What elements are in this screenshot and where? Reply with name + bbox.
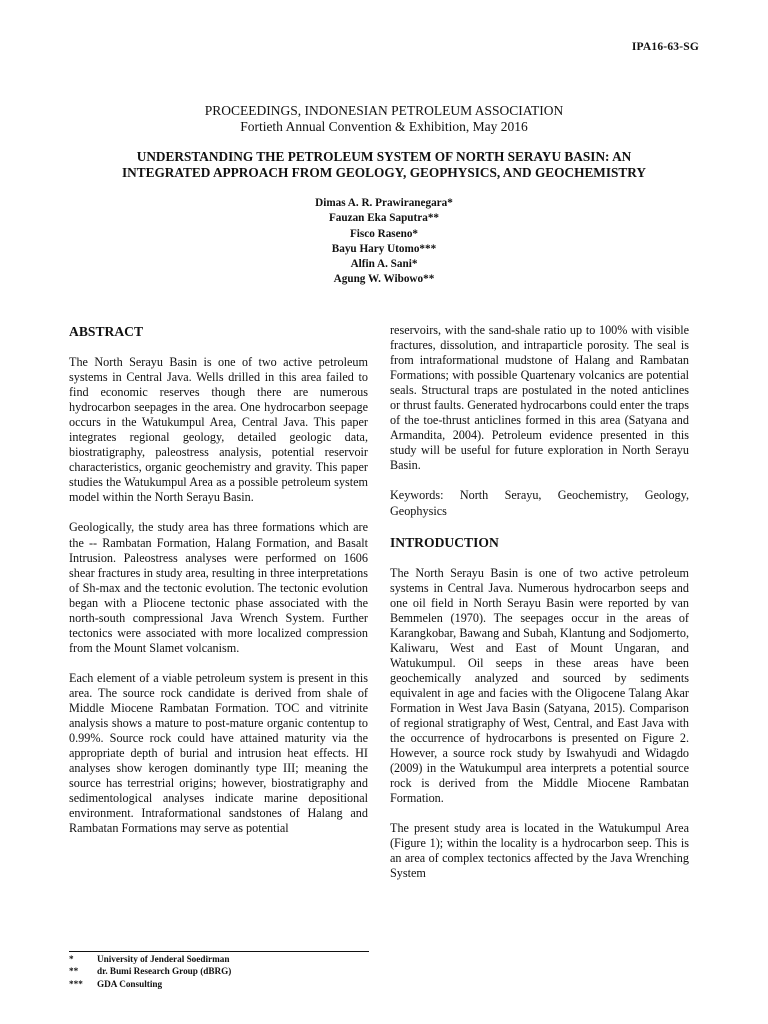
abstract-paragraph: Geologically, the study area has three formations which are the -- Rambatan Formation, Halang Formation, and Basalt Intrusion. Paleostress analyses were performed on 1606 shear fractures in study area, resulting in three interpretations of Sh-max and the tectonic evolution. The tectonic evolution began with a Pliocene tectonic phase associated with the north-south compressional Java Wrench System. Further tectonics were associated with more localized compression from the Mount Slamet volcanism. <box>69 520 368 655</box>
footnote <box>69 953 369 965</box>
footnote <box>69 965 369 977</box>
abstract-paragraph-continued: reservoirs, with the sand-shale ratio up to 100% with visible fractures, dissolution, and intraparticle porosity. The seal is from intraformational mudstone of Halang and Rambatan Formations; with possible Quartenary volcanics are potential seals. Structural traps are postulated in the noted anticlines or thrust faults. Generated hydrocarbons could enter the traps of the toe-thrust anticlines formed in this area (Satyana and Armandita, 2004). Petroleum evidence presented in this study will be useful for future exploration in North Serayu Basin. <box>390 323 689 473</box>
paper-id: IPA16-63-SG <box>631 41 699 53</box>
right-column <box>390 323 689 897</box>
footnote-mark: *** <box>69 978 83 989</box>
abstract-heading: ABSTRACT <box>69 324 144 339</box>
footnote-text: GDA Consulting <box>97 978 163 989</box>
footnote-mark: * <box>69 954 74 964</box>
proceedings-event: Fortieth Annual Convention & Exhibition, May 2016 <box>240 119 528 134</box>
author: Alfin A. Sani* <box>350 258 418 271</box>
introduction-heading: INTRODUCTION <box>390 534 499 550</box>
introduction-paragraph: The North Serayu Basin is one of two active petroleum systems in Central Java. Numerous hydrocarbon seeps and one oil field in North Serayu Basin were reported by van Bemmelen (1970). The seepages occur in the areas of Karangkobar, Bawang and Subah, Klantung and Sodjomerto, Kaliwaru, West and East of Mount Ungaran, and Watukumpul. Oil seeps in these areas have been geochemically analyzed and sourced by sediments equivalent in age and facies with the Oligocene Talang Akar Formation in West Java Basin (Satyana, 2015). Comparison of regional stratigraphy of West, Central, and East Java with the occurrence of hydrocarbons is presented on Figure 2. However, a source rock study by Iswahyudi and Widagdo (2009) in the Watukumpul area interprets a potential source rock is derived from the Middle Miocene Rambatan Formation. <box>390 565 689 806</box>
author: Fisco Raseno* <box>349 227 419 240</box>
paper-title-line-2: INTEGRATED APPROACH FROM GEOLOGY, GEOPHYSICS, AND GEOCHEMISTRY <box>121 165 647 180</box>
footnote-mark: ** <box>69 966 79 977</box>
author: Bayu Hary Utomo*** <box>331 242 437 255</box>
paper-title <box>0 149 768 181</box>
footnote <box>69 978 369 990</box>
proceedings-org: PROCEEDINGS, INDONESIAN PETROLEUM ASSOCIATION <box>204 103 564 118</box>
author: Dimas A. R. Prawiranegara* <box>315 197 453 209</box>
author: Agung W. Wibowo** <box>333 273 435 286</box>
abstract-paragraph: Each element of a viable petroleum system is present in this area. The source rock candidate is derived from shale of Middle Miocene Rambatan Formation. TOC and vitrinite analysis shows a mature to post-mature organic contentup to 0.99%. Source rock could have attained maturity via the appropriate depth of burial and intrusion heat effects. HI analyses show kerogen dominantly type III; meaning the source has terrestrial origins; however, biostratigraphy and sedimentological analyses indicate marine depositional environment. Intraformational sandstones of Halang and Rambatan Formations may serve as potential <box>69 670 368 836</box>
abstract-paragraph: The North Serayu Basin is one of two active petroleum systems in Central Java. Wells drilled in this area failed to find economic reserves though there are numerous hydrocarbon seepages in the area. One hydrocarbon seepage occurs in the Watukumpul Area, Central Java. This paper integrates regional geology, detailed geologic data, biostratigraphy, paleostress analysis, potential reservoir characteristics, organic geochemistry and gravity. This paper studies the Watukumpul Area as a possible petroleum system model within the North Serayu Basin. <box>69 355 368 505</box>
left-column <box>69 323 368 851</box>
proceedings-header <box>0 103 768 135</box>
introduction-paragraph: The present study area is located in the Watukumpul Area (Figure 1); within the locality is a hydrocarbon seep. This is an area of complex tectonics affected by the Java Wrenching System <box>390 821 689 881</box>
affiliation-footnotes <box>69 951 369 990</box>
footnote-text: dr. Bumi Research Group (dBRG) <box>97 966 232 977</box>
footnote-text: University of Jenderal Soedirman <box>97 954 230 964</box>
keywords: Keywords: North Serayu, Geochemistry, Geology, Geophysics <box>390 488 689 518</box>
author-list <box>0 196 768 288</box>
author: Fauzan Eka Saputra** <box>328 212 440 225</box>
paper-title-line-1: UNDERSTANDING THE PETROLEUM SYSTEM OF NORTH SERAYU BASIN: AN <box>136 149 632 164</box>
